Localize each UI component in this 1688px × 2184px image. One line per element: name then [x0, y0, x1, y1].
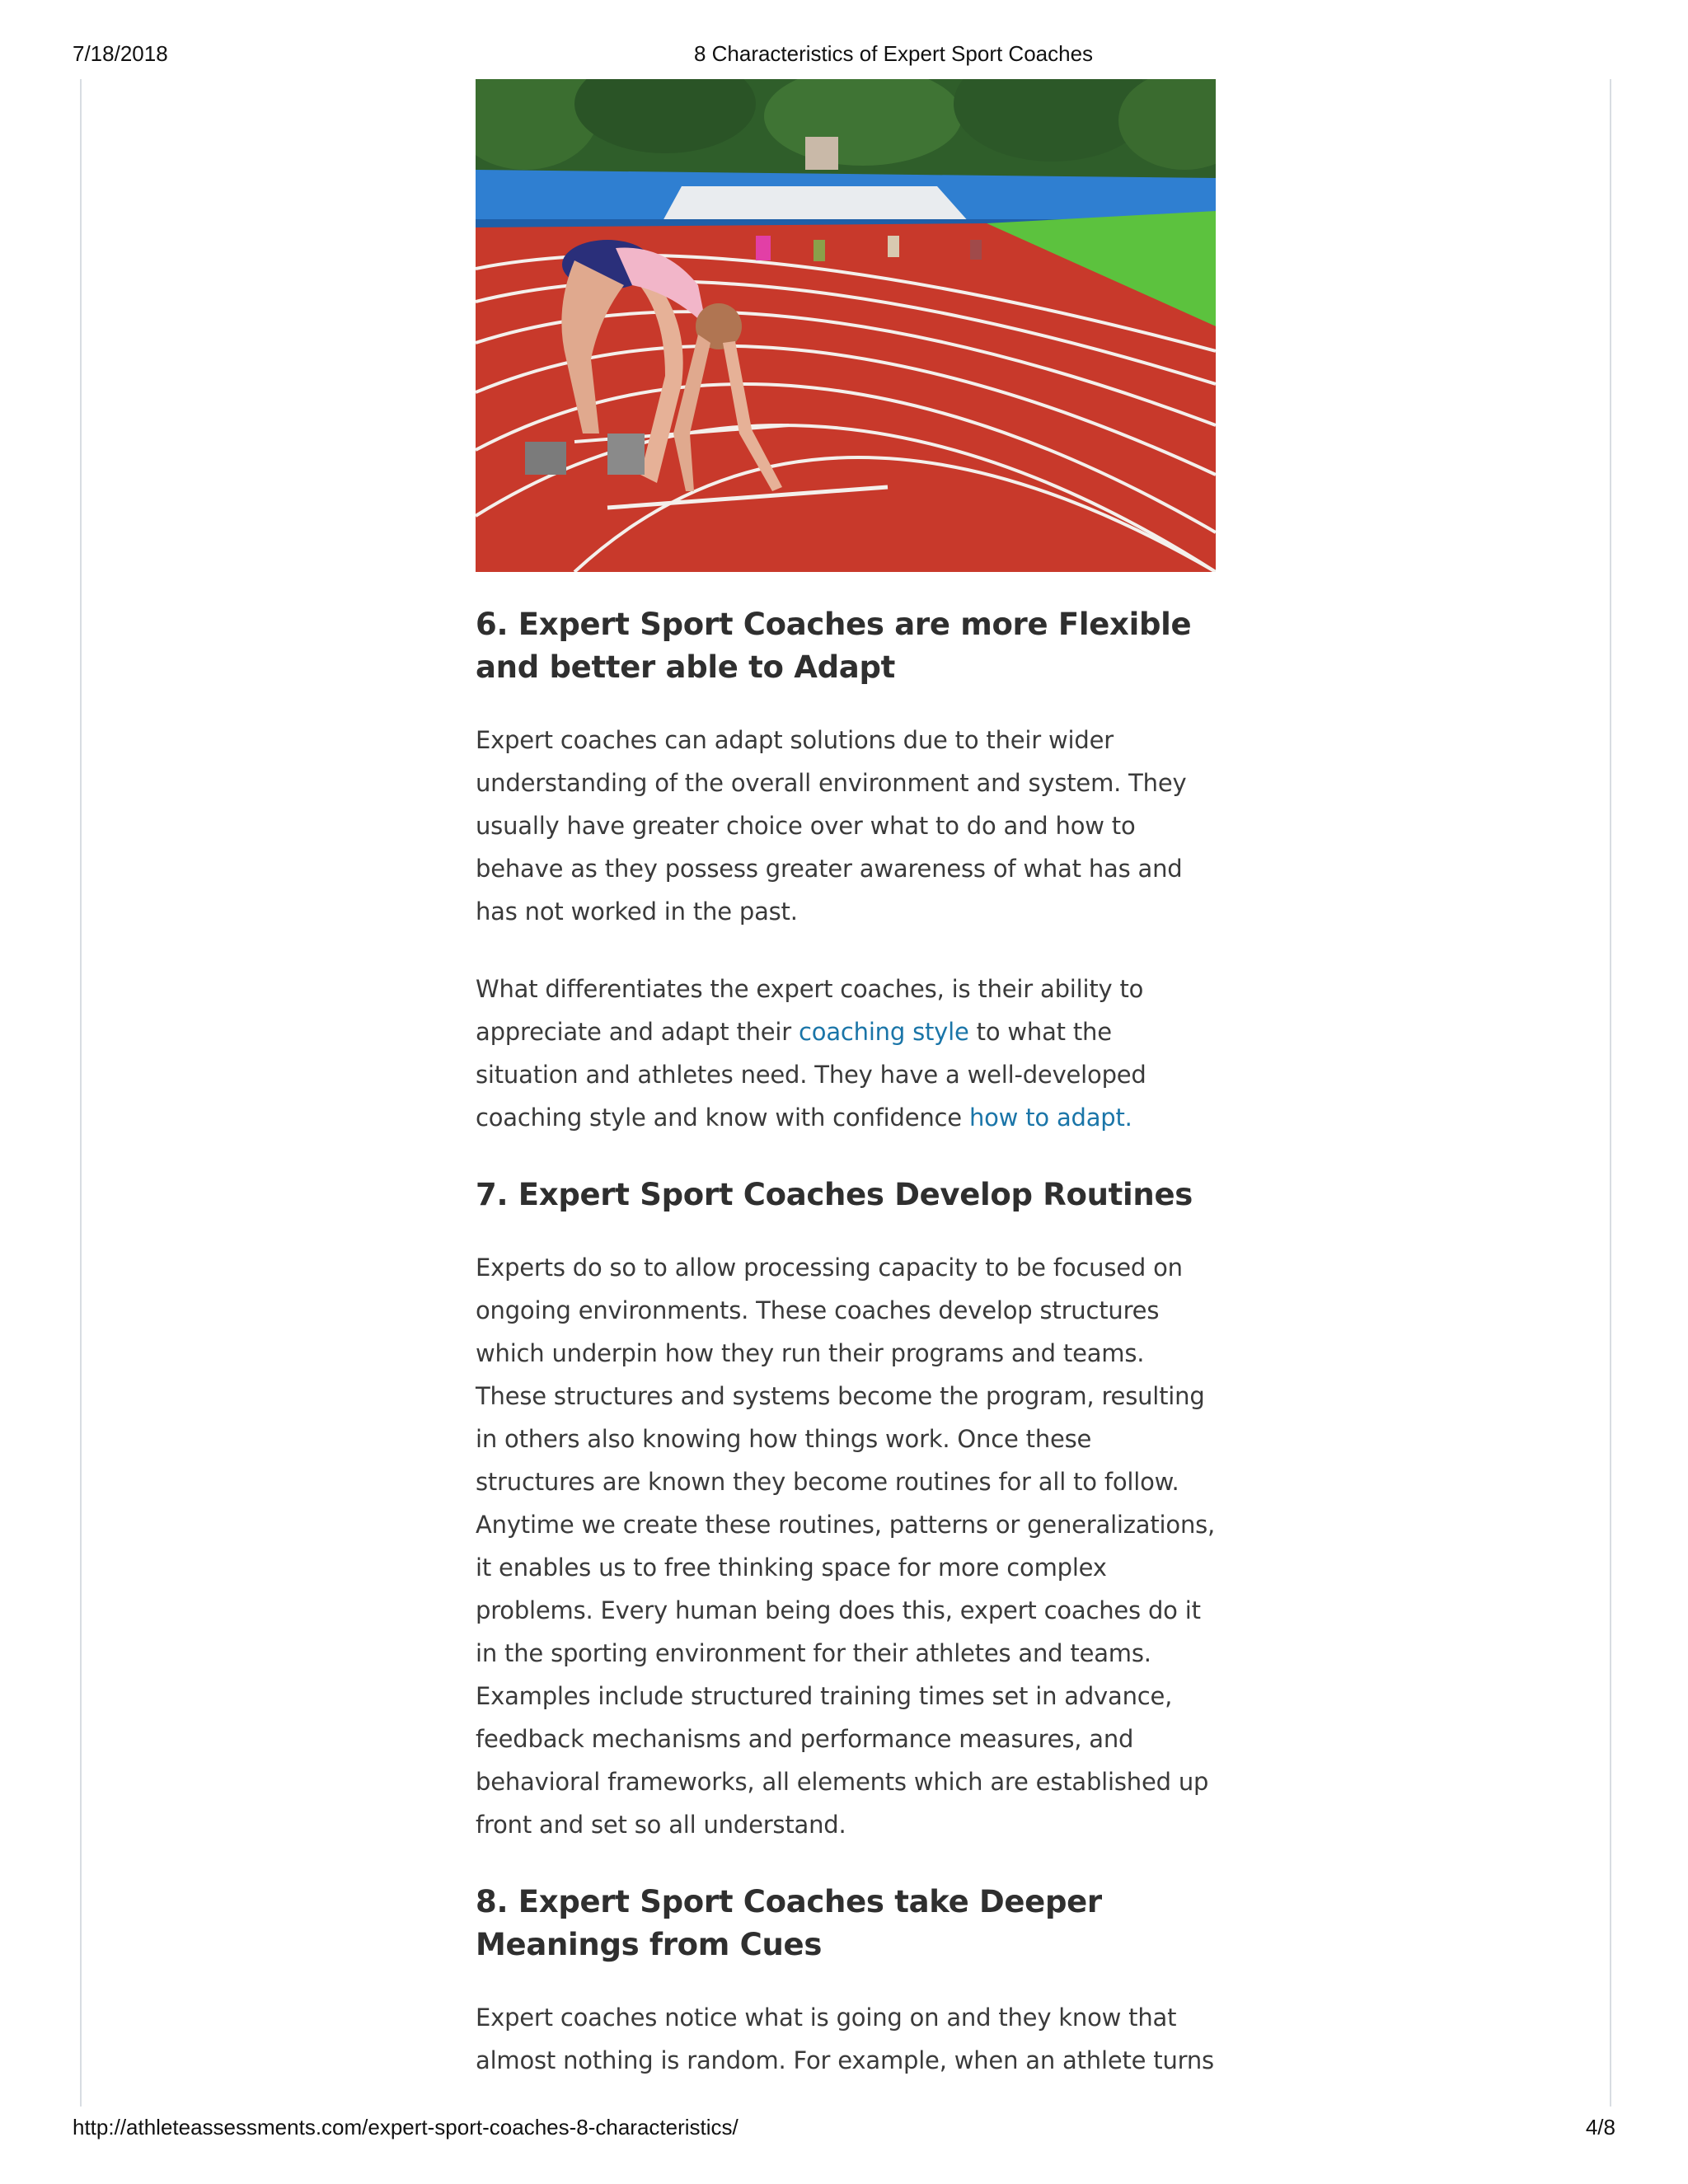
section7-heading: 7. Expert Sport Coaches Develop Routines — [476, 1177, 1193, 1212]
section6-paragraph1: Expert coaches can adapt solutions due to their wider understanding of the overall environment and system. They usually have greater choice over what to do and how to behave as they possess greater awareness of what has and has not worked in the past. — [476, 726, 1187, 926]
section8-paragraph1: Expert coaches notice what is going on and they know that almost nothing is random. For example, when an athlete turns — [476, 2004, 1214, 2074]
track-photo-illustration — [476, 79, 1216, 572]
page-frame-left — [80, 79, 82, 2107]
page-frame-right — [1610, 79, 1611, 2107]
print-url: http://athleteassessments.com/expert-sport-coaches-8-characteristics/ — [73, 2115, 738, 2139]
print-header — [0, 41, 1688, 71]
how-to-adapt-link[interactable]: how to adapt. — [968, 1104, 1132, 1132]
section6-paragraph2 — [476, 968, 1216, 1139]
print-footer — [0, 2115, 1688, 2144]
article-content — [476, 79, 1216, 2082]
print-date: 7/18/2018 — [73, 41, 168, 66]
section6-para2-text-b: to what the situation and athletes need. They have a well-developed coaching style and know with confidence — [476, 1018, 1146, 1132]
section7-paragraph1: Experts do so to allow processing capacity to be focused on ongoing environments. These coaches develop structures which underpin how they run their programs and teams. These structures and systems become the program, resulting in others also knowing how things work. Once these structures are known they become routines for all to follow. Anytime we create these routines, patterns or generalizations, it enables us to free thinking space for more complex problems. Every human being does this, expert coaches do it in the sporting environment for their athletes and teams. Examples include structured training times set in advance, feedback mechanisms and performance measures, and behavioral frameworks, all elements which are established up front and set so all understand. — [476, 1254, 1216, 1839]
print-page-number: 4/8 — [1585, 2115, 1615, 2139]
section8-heading: 8. Expert Sport Coaches take Deeper Meanings from Cues — [476, 1884, 1102, 1962]
section6-para2-text-a: What differentiates the expert coaches, is their ability to appreciate and adapt their — [476, 975, 1144, 1046]
print-title: 8 Characteristics of Expert Sport Coaches — [693, 41, 1094, 66]
section6-heading: 6. Expert Sport Coaches are more Flexible and better able to Adapt — [476, 607, 1192, 685]
hero-image — [476, 79, 1216, 572]
coaching-style-link[interactable]: coaching style — [799, 1018, 969, 1046]
